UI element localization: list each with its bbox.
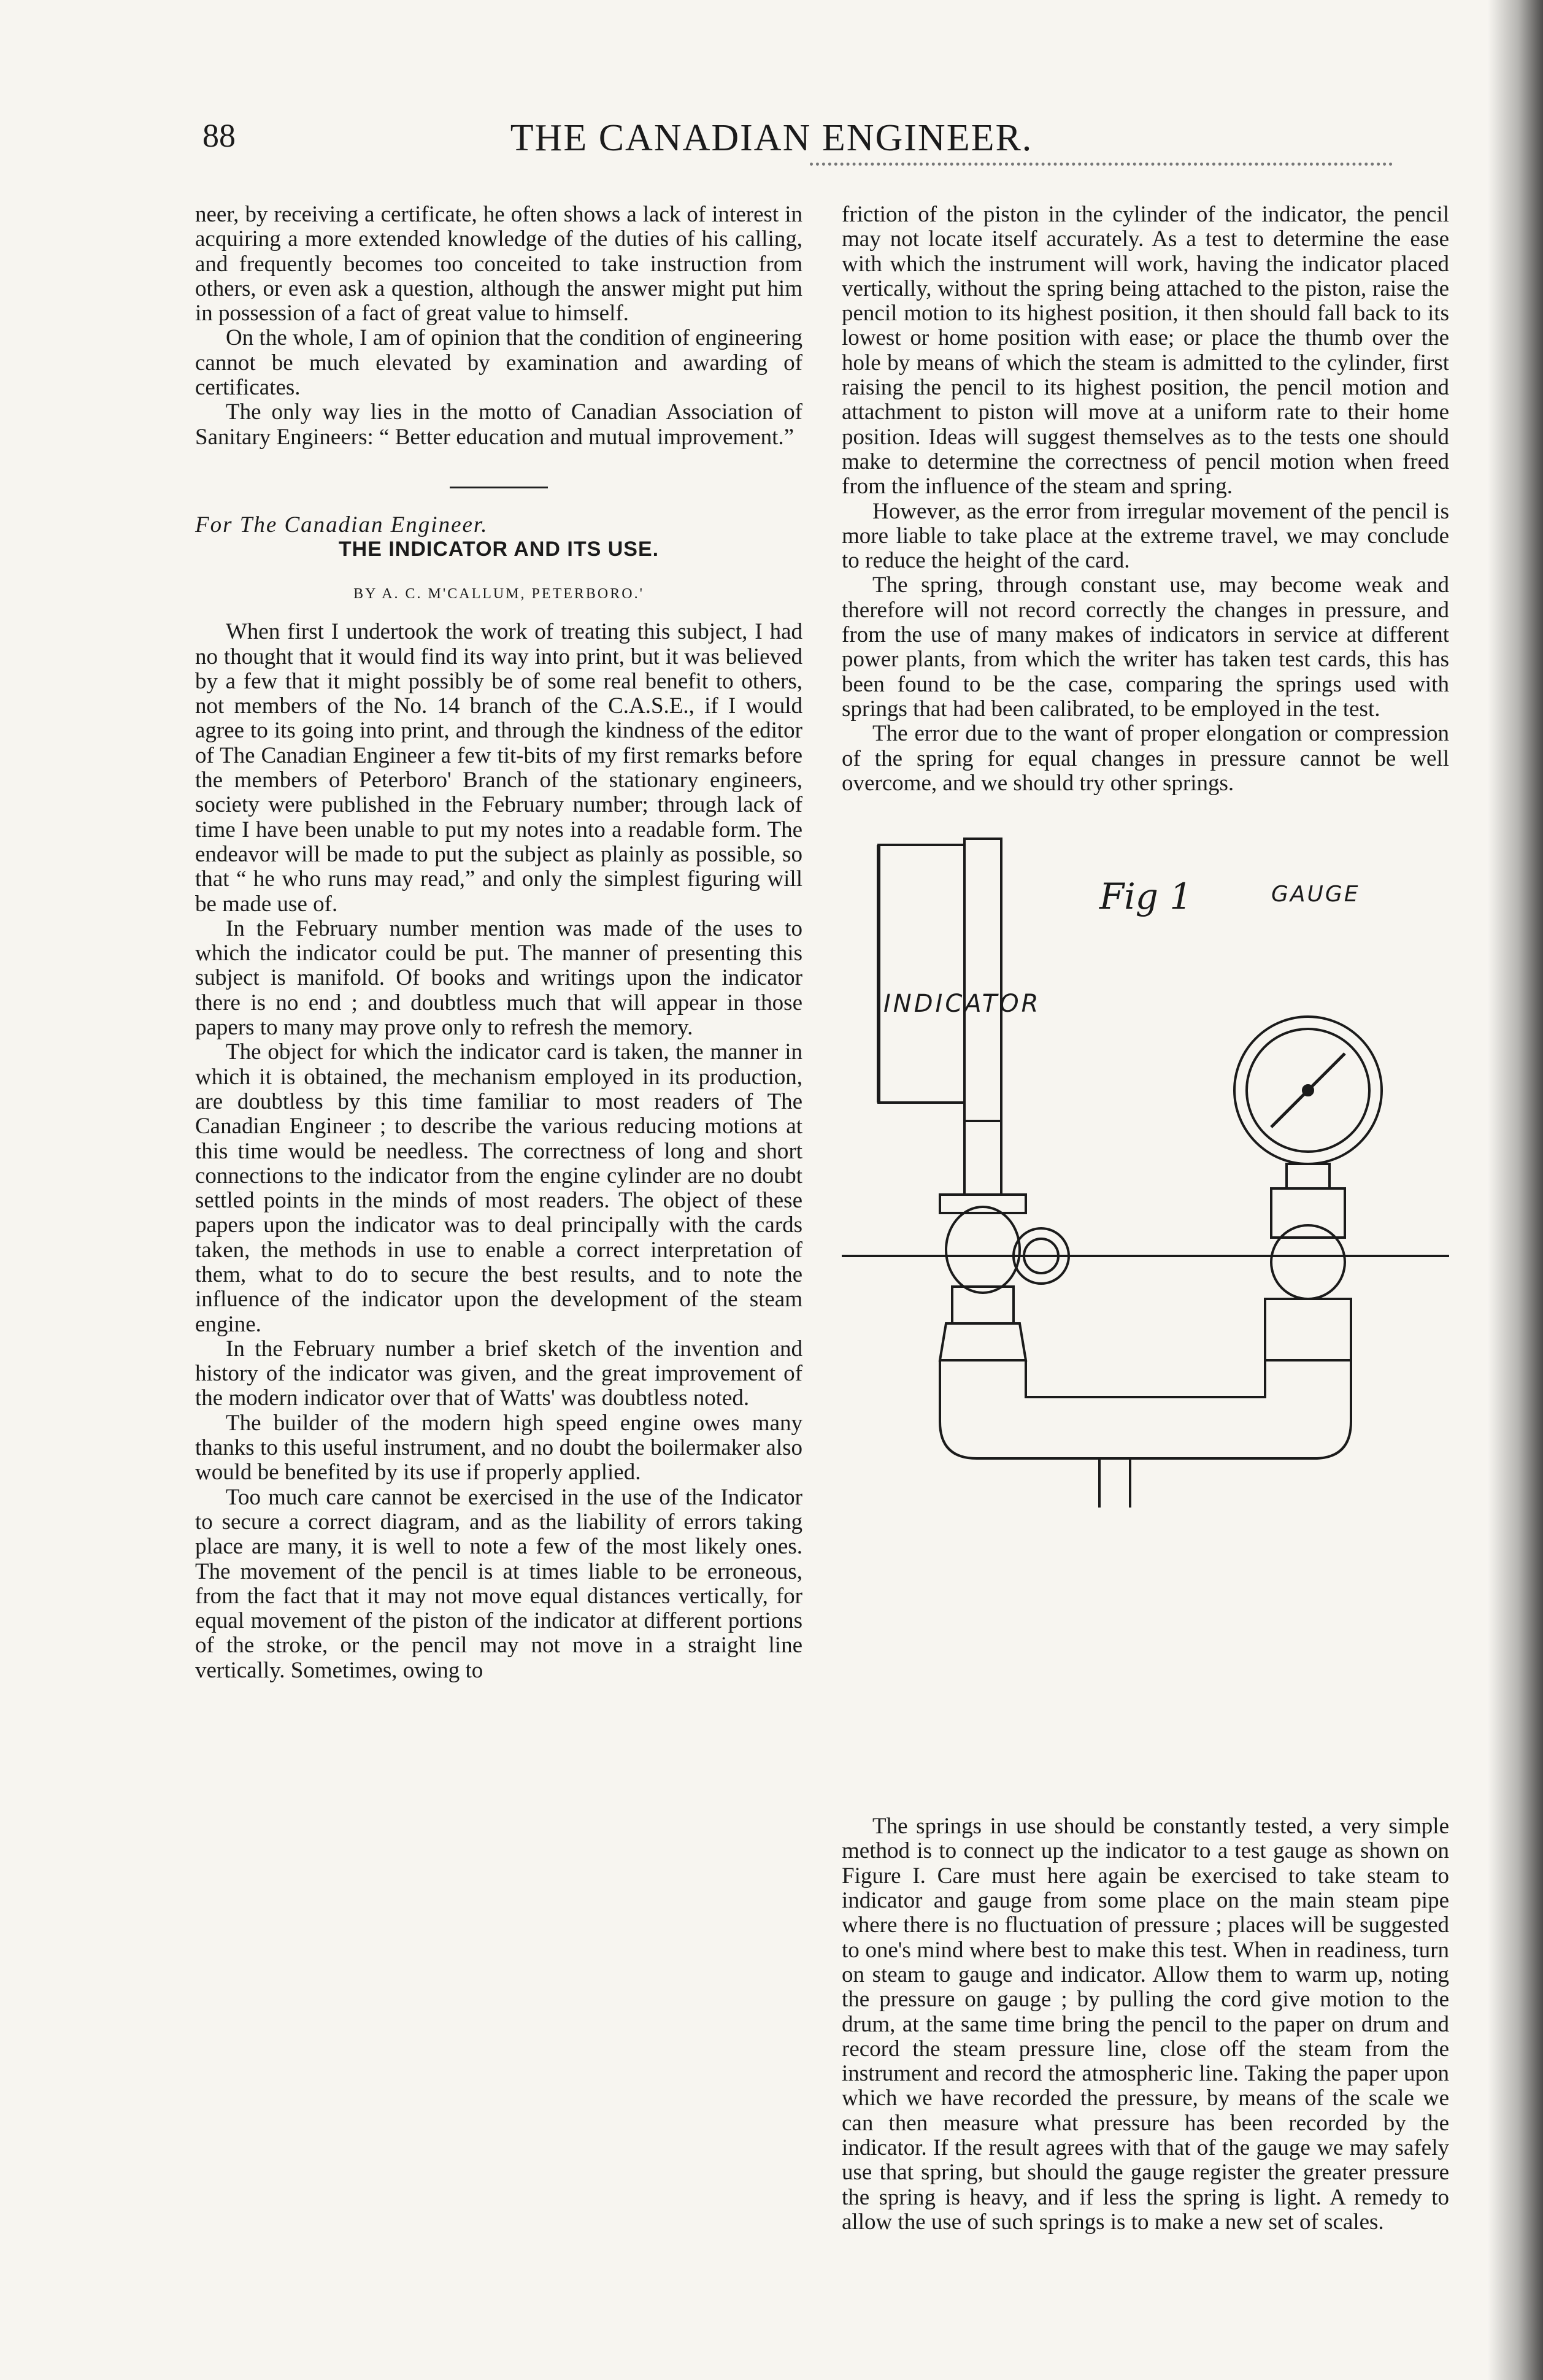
label-gauge: GAUGE xyxy=(1271,882,1360,907)
header-dotted-rule xyxy=(810,163,1393,166)
left-column xyxy=(195,202,802,1683)
indicator-gauge-drawing xyxy=(842,820,1449,1808)
paragraph: The spring, through constant use, may become weak and therefore will not record correctly the changes in pressure, and from the use of many makes of indicators in service at different power plants, from which the writer has taken test cards, this has been found to be the case, comparing the springs used with springs that had been calibrated, to be employed in the test. xyxy=(842,572,1449,722)
scan-edge-shadow xyxy=(1488,0,1543,2380)
paragraph: In the February number a brief sketch of the invention and history of the indicator was given, and the great improvement of the modern indicator over that of Watts' was doubtless noted. xyxy=(195,1336,802,1411)
paragraph: friction of the piston in the cylinder of the indicator, the pencil may not locate itself accurately. As a test to determine the ease with which the instrument will work, having the indicator placed vertically, without the spring being attached to the piston, raise the pencil motion to its highest position, it then should fall back to its lowest or home position with ease; or place the thumb over the hole by means of which the steam is admitted to the cylinder, first raising the pencil to its highest position, the pencil motion and attachment to piston will move at a uniform rate to their home position. Ideas will suggest themselves as to the tests one should make to determine the correctness of pencil motion when freed from the influence of the steam and spring. xyxy=(842,202,1449,499)
paragraph: The error due to the want of proper elongation or compression of the spring for equal changes in pressure cannot be well overcome, and we should try other springs. xyxy=(842,721,1449,796)
section-divider xyxy=(450,487,548,488)
indicator-drum xyxy=(879,845,964,1103)
label-indicator: INDICATOR xyxy=(883,990,1041,1019)
byline: BY A. C. M'CALLUM, PETERBORO.' xyxy=(353,586,644,603)
paragraph: On the whole, I am of opinion that the condition of engineering cannot be much elevated by examination and awarding of certificates. xyxy=(195,325,802,401)
paragraph: Too much care cannot be exercised in the use of the Indicator to secure a correct diagram, and as the liability of errors taking place are many, it is well to note a few of the most likely ones. The movement of the pencil is at times liable to be erroneous, from the fact that it may not move equal distances vertically, for equal movement of the piston of the indicator at different portions of the stroke, or the pencil may not move in a straight line vertically. Sometimes, owing to xyxy=(195,1484,802,1683)
label-fig-1: Fig 1 xyxy=(1099,876,1193,918)
paragraph: In the February number mention was made of the uses to which the indicator could be put. The manner of presenting this subject is manifold. Of books and writings upon the indicator there is no end ; and doubtless much that will appear in those papers to many may prove only to refresh the memory. xyxy=(195,915,802,1041)
right-column xyxy=(842,202,1449,2235)
article-title: THE INDICATOR AND ITS USE. xyxy=(338,537,660,561)
paragraph: When first I undertook the work of treating this subject, I had no thought that it would find its way into print, but it was believed by a few that it might possibly be of some real benefit to others, not members of the No. 14 branch of the C.A.S.E., if I would agree to its going into print, and through the kindness of the editor of The Canadian Engineer a few tit-bits of my first remarks before the members of Peterboro' Branch of the stationary engineers, society were published in the February number; through lack of time I have been unable to put my notes into a readable form. The endeavor will be made to put the subject as plainly as possible, so that “ he who runs may read,” and only the simplest figuring will be made use of. xyxy=(195,619,802,917)
paragraph: The only way lies in the motto of Canadian Association of Sanitary Engineers: “ Better education and mutual improvement.” xyxy=(195,399,802,450)
paragraph: The springs in use should be constantly tested, a very simple method is to connect up the indicator to a test gauge as shown on Figure I. Care must here again be exercised to take steam to indicator and gauge from some place on the main steam pipe where there is no fluctuation of pressure ; places will be suggested to one's mind where best to make this test. When in readiness, turn on steam to gauge and indicator. Allow them to warm up, noting the pressure on gauge ; by pulling the cord give motion to the drum, at the same time bring the pencil to the paper on drum and record the steam pressure line, close off the steam from the instrument and record the atmospheric line. Taking the paper upon which we have recorded the pressure, by means of the scale we can then measure what pressure has been recorded by the indicator. If the result agrees with that of the gauge we may safely use that spring, but should the gauge register the greater pressure the spring is heavy, and if less the spring is light. A remedy to allow the use of such springs is to make a new set of scales. xyxy=(842,1814,1449,2235)
paragraph: The object for which the indicator card is taken, the manner in which it is obtained, the mechanism employed in its production, are doubtless by this time familiar to most readers of The Canadian Engineer ; to describe the various reducing motions at this time would be needless. The correctness of long and short connections to the indicator from the engine cylinder are no doubt settled points in the minds of most readers. The object of these papers upon the indicator was to deal principally with the cards taken, the methods in use to enable a correct interpretation of them, what to do to secure the best results, and to note the influence of the indicator upon the development of the steam engine. xyxy=(195,1039,802,1337)
for-line: For The Canadian Engineer. xyxy=(195,512,488,537)
paragraph: However, as the error from irregular movement of the pencil is more liable to take place at the extreme travel, we may conclude to reduce the height of the card. xyxy=(842,498,1449,574)
figure-1-indicator-gauge xyxy=(842,820,1449,1808)
running-title: THE CANADIAN ENGINEER. xyxy=(510,117,1033,159)
page-number: 88 xyxy=(202,117,236,154)
indicator-cylinder xyxy=(964,839,1001,1121)
paragraph: The builder of the modern high speed engine owes many thanks to this useful instrument, and no doubt the boilermaker also would be benefited by its use if properly applied. xyxy=(195,1410,802,1485)
paragraph: neer, by receiving a certificate, he often shows a lack of interest in acquiring a more extended knowledge of the duties of his calling, and frequently becomes too conceited to take instruction from others, or even ask a question, although the answer might put him in possession of a fact of great value to himself. xyxy=(195,202,802,326)
indicator-cock xyxy=(946,1207,1020,1293)
